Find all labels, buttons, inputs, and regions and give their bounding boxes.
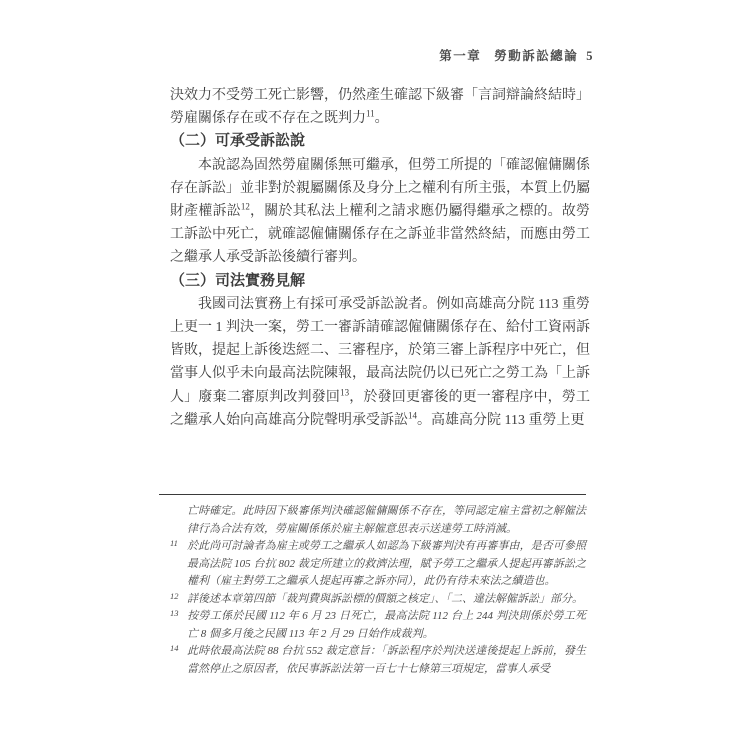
chapter-label: 第一章 [439, 49, 482, 63]
footnote-14 [170, 643, 586, 678]
footnote-text: 詳後述本章第四節「裁判費與訴訟標的價額之核定」、「二、違法解僱訴訟」部分。 [187, 592, 583, 605]
footnote-ref-12: 12 [240, 201, 250, 212]
page-number: 5 [586, 49, 594, 63]
section-heading-3: （三）司法實務見解 [170, 272, 306, 289]
footnote-text: 亡時確定。此時因下級審係判決確認僱傭關係不存在，等同認定雇主當初之解僱法律行為合法有效，勞雇關係係於雇主解僱意思表示送達勞工時消滅。 [187, 505, 586, 535]
paragraph-text: ，關於其私法上權利之請求應仍屬得繼承之標的。故勞工訴訟中死亡，就確認僱傭關係存在之訴並非當然終結，而應由勞工之繼承人承受訴訟後續行審判。 [170, 204, 591, 266]
footnote-text: 按勞工係於民國 112 年 6 月 23 日死亡，最高法院 112 台上 244 判決則係於勞工死亡 8 個多月後之民國 113 年 2 月 29 日始作成裁判。 [187, 610, 586, 640]
paragraph-continuation [170, 84, 590, 130]
footnote-text: 此時依最高法院 88 台抗 552 裁定意旨：「訴訟程序於判決送達後提起上訴前，發生當然停止之原因者，依民事訴訟法第一百七十七條第三項規定，當事人承受 [187, 645, 586, 675]
paragraph-text: 我國司法實務上有採可承受訴訟說者。例如高雄高分院 113 重勞上更一 1 判決一案，勞工一審訴請確認僱傭關係存在、給付工資兩訴皆敗，提起上訴後迭經二、三審程序，於第三審上訴程序中死亡，但當事人似乎未向最高法院陳報，最高法院仍以已死亡之勞工為「上訴人」廢棄二審原判改判發回 [170, 296, 590, 405]
footnotes-block [170, 503, 586, 678]
paragraph-text: 。 [374, 111, 389, 127]
section-heading-2: （二）可承受訴訟說 [170, 133, 306, 150]
footnote-ref-14: 14 [408, 410, 417, 421]
footnote-text: 於此尚可討論者為雇主或勞工之繼承人如認為下級審判決有再審事由，是否可參照最高法院 105 台抗 802 裁定所建立的救濟法理，賦予勞工之繼承人提起再審訴訟之權利（雇主對勞工之繼承人提起再審之訴亦同），此仍有待未來法之續造也。 [187, 540, 586, 587]
footnote-number: 11 [170, 538, 178, 548]
paragraph-2 [170, 154, 590, 270]
paragraph-text: 本說認為固然勞雇關係無可繼承，但勞工所提的「確認僱傭關係存在訴訟」並非對於親屬關係及身分上之權利有所主張，本質上仍屬財產權訴訟 [170, 157, 590, 220]
footnote-13 [170, 608, 586, 643]
footnote-number: 14 [170, 643, 179, 653]
running-head [439, 46, 594, 64]
paragraph-3 [170, 293, 590, 432]
paragraph-text: 決效力不受勞工死亡影響，仍然產生確認下級審「言詞辯論終結時」勞雇關係存在或不存在之既判力 [170, 88, 590, 127]
body-text-column [170, 84, 590, 432]
footnote-separator [159, 494, 586, 495]
footnote-11 [170, 538, 586, 591]
paragraph-text: ，於發回更審後的更一審程序中，勞工之繼承人始向高雄高分院聲明承受訴訟 [170, 389, 591, 428]
footnote-number: 13 [170, 608, 179, 618]
paragraph-text: 。高雄高分院 113 重勞上更 [417, 412, 585, 428]
chapter-title: 勞動訴訟總論 [494, 49, 579, 63]
footnote-12 [170, 591, 586, 609]
footnote-number: 12 [170, 590, 179, 601]
footnote-ref-13: 13 [340, 386, 350, 397]
footnote-ref-11: 11 [366, 108, 375, 119]
footnote-continuation [170, 503, 586, 538]
